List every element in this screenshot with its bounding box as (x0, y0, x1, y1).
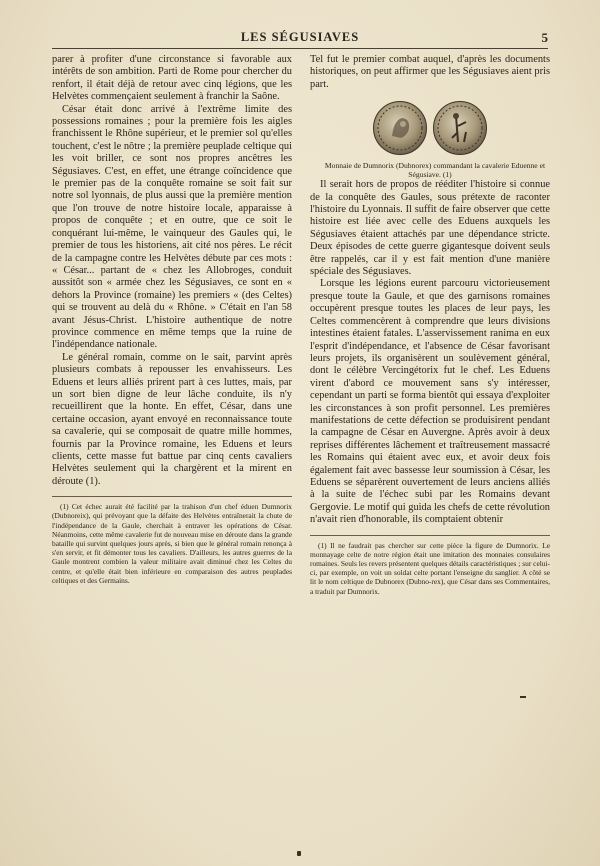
coin-caption: Monnaie de Dumnorix (Dubnorex) commandant la cavalerie Eduenne et Ségusiave. (1) (324, 161, 546, 180)
paragraph: Le général romain, comme on le sait, parvint après plusieurs combats à repousser les envahisseurs. Les Eduens et leurs alliés prirent part à ces luttes, mais, par un sort bien digne de leur lâche conduite, ils n'y recueillirent que la honte. En effet, César, dans une certaine occasion, ayant envoyé en reconnaissance toute sa cavalerie, qui se composait de quatre mille hommes, fournis par la Province romaine, les Eduens et leurs clients, cette masse fut battue par cinq cents cavaliers Helvètes seulement qui la chargèrent et la mirent en déroute (1). (52, 351, 292, 487)
paragraph: parer à profiter d'une circonstance si favorable aux intérêts de son ambition. Parti de Rome pour chercher du renfort, il était déjà de retour avec cinq légions, que les Helvètes commençaient seulement à franchir la Saône. (52, 54, 292, 103)
footnote-text: (1) Il ne faudrait pas chercher sur cette pièce la figure de Dumnorix. Le monnayage celte de notre région était une imitation des monnaies consulaires romaines. Seuls les revers présentent quelques détails caractéristiques ; sur celui-ci, par exemple, on voit un soldat celte portant l'enseigne du sanglier. A côté se lit le nom celtique de Dubnorex (Dubno-rex), que César dans ses Commentaires, a traduit par Dumnorix. (310, 540, 550, 596)
footnote-text: (1) Cet échec aurait été facilité par la trahison d'un chef éduen Dumnorix (Dubnoreix), qui prévoyant que la défaite des Helvètes entraînerait la chute de l'indépendance de la Gaule, cherchait à entraver les opérations de César. Néanmoins, cette même cavalerie fut de nouveau mise en déroute dans la grande bataille qui survint quelques jours après, si bien que le général romain renonça à s'en servir, et fit démonter tous les cavaliers. D'ailleurs, les autres guerres de la Gaule montrent combien la valeur militaire avait diminué chez les Celtes du centre, et qu'elle était bien inférieure en comparaison des autres peuplades celtiques et des Germains. (52, 502, 292, 585)
paragraph: Il serait hors de propos de rééditer l'histoire si connue de la conquête des Gaules, sous prétexte de raconter l'histoire du Lyonnais. Il suffit de faire observer que cette histoire est liée avec celle des Eduens auxquels les Ségusiaves étaient attachés par une dépendance stricte. Deux épisodes de cette guerre gigantesque doivent seuls être rappelés, car il y est fait mention d'une manière spéciale des Ségusiaves. (310, 179, 550, 278)
running-title: LES SÉGUSIAVES (240, 30, 360, 44)
header-rule (52, 48, 548, 49)
page-header (52, 30, 548, 48)
coin-reverse-image (433, 101, 487, 155)
coin-illustration (310, 101, 550, 155)
printer-mark (297, 851, 301, 856)
printer-mark (520, 696, 526, 698)
page-number: 5 (541, 30, 548, 45)
paragraph: César était donc arrivé à l'extrême limite des possessions romaines ; pour la première fois les aigles franchissent le Rhône supérieur, et le premier sol qu'elles touchent, c'est le nôtre ; la première peuplade celtique qui les voit briller, ce sont nos propres ancêtres les Ségusiaves. C'est, en effet, une étrange coïncidence que le premier pas de la conquête romaine se soit fait sur notre sol lyonnais, de plus aussi que la première mention que l'on trouve de notre histoire locale, apparaisse à propos de conquête ; et en outre, que ce soit le conquérant lui-même, le vainqueur des Gaules qui, le premier de tous les historiens, ait cité nos pères. Le récit de la campagne contre les Helvètes débute par ces mots : « César... partant de « chez les Allobroges, conduit aussitôt son « armée chez les Ségusiaves, ce sont en « dehors la Province (romaine) les premiers « (des Celtes) qui se trouvent au delà du « Rhône. » C'était en l'an 58 avant Jésus-Christ. L'histoire authentique de notre province commence en même temps que la ruine de l'indépendance nationale. (52, 103, 292, 351)
coin-obverse-image (373, 101, 427, 155)
left-column (52, 54, 292, 585)
right-column (310, 54, 550, 596)
footnote (310, 535, 550, 596)
paragraph: Lorsque les légions eurent parcouru victorieusement presque toute la Gaule, et que des garnisons romaines occupèrent presque toutes les places de leur pays, les Celtes commencèrent à comprendre que leurs divisions intestines étaient fatales. L'asservissement ranima en eux l'esprit d'indépendance, et l'absence de César favorisant leurs projets, ils organisèrent un soulèvement général, dont le célèbre Vercingétorix fut le chef. Les Eduens virent d'abord ce mouvement sans s'y intéresser, cependant un parti se forma bientôt qui essaya d'exploiter les circonstances à son profit personnel. Les premières manifestations de cette défection se produisirent pendant la campagne de César en Auvergne. Après avoir à deux reprises différentes lâchement et traîtreusement massacré les Romains qui étaient avec eux, et avoir deux fois également fait avec bassesse leur soumission à César, les Eduens se séparèrent ouvertement de leurs anciens alliés à la suite de l'échec subi par les Romains devant Gergovie. Le motif qui guida les chefs de cette révolution n'avait rien d'honorable, ils comptaient obtenir (310, 278, 550, 526)
footnote (52, 496, 292, 585)
paragraph: Tel fut le premier combat auquel, d'après les documents historiques, on peut affirmer que les Ségusiaves aient pris part. (310, 54, 550, 90)
